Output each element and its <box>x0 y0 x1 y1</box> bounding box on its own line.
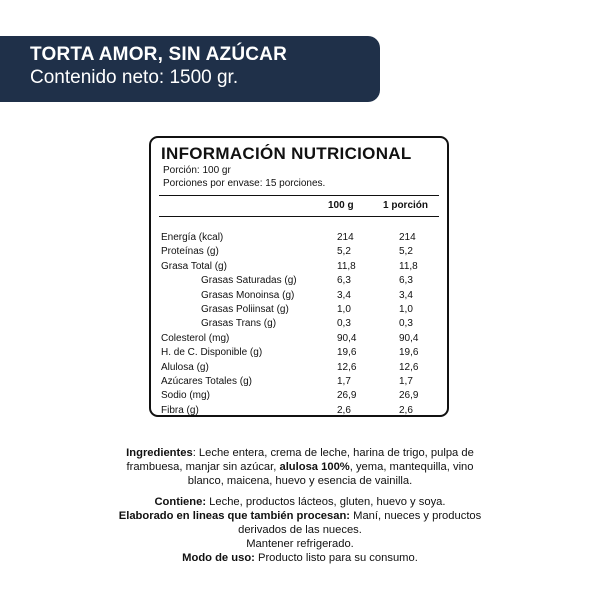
nutrient-value-portion: 0,3 <box>399 318 413 330</box>
product-title: TORTA AMOR, SIN AZÚCAR <box>30 44 288 65</box>
ingredients-text: : Leche entera, crema de leche, harina de trigo, pulpa de frambuesa, manjar sin azúcar, <box>126 447 474 474</box>
nutrient-value-100g: 5,2 <box>337 246 351 258</box>
nutrient-value-100g: 3,4 <box>337 289 351 301</box>
nutrient-value-100g: 26,9 <box>337 390 357 402</box>
usage-label: Modo de uso: <box>182 552 255 565</box>
nutrient-name: Energía (kcal) <box>161 232 224 243</box>
nutrient-row <box>151 303 447 317</box>
column-headers <box>151 196 447 216</box>
nutrient-name: Azúcares Totales (g) <box>161 375 252 387</box>
usage-text: Producto listo para su consumo. <box>254 552 418 565</box>
nutrient-value-portion: 2,6 <box>399 404 413 416</box>
portion-size: Porción: 100 gr <box>163 165 231 176</box>
nutrient-value-100g: 90,4 <box>337 332 357 344</box>
nutrient-row <box>151 375 447 389</box>
nutrition-title: INFORMACIÓN NUTRICIONAL <box>161 144 412 163</box>
ingredients-highlight: alulosa 100% <box>279 461 350 474</box>
portions-per-pack: Porciones por envase: 15 porciones. <box>163 178 326 189</box>
ingredients-text-end: , yema, mantequilla, vino blanco, maicena, huevo y esencia de vainilla. <box>187 461 474 488</box>
nutrient-name: Grasas Trans (g) <box>201 318 277 330</box>
nutrient-row <box>151 274 447 288</box>
processed-line <box>110 509 490 537</box>
nutrient-value-portion: 26,9 <box>399 390 419 402</box>
nutrient-value-100g: 1,0 <box>337 303 351 315</box>
nutrient-value-100g: 6,3 <box>337 275 351 287</box>
nutrient-value-portion: 90,4 <box>399 332 419 344</box>
ingredients-label: Ingredientes <box>126 447 193 459</box>
nutrient-value-portion: 6,3 <box>399 275 413 287</box>
nutrition-facts-panel <box>149 136 449 417</box>
nutrient-value-portion: 3,4 <box>399 289 413 301</box>
nutrient-value-100g: 0,3 <box>337 318 351 330</box>
nutrient-name: Alulosa (g) <box>161 361 209 373</box>
nutrient-name: Sodio (mg) <box>161 390 210 402</box>
nutrient-value-100g: 1,7 <box>337 375 351 387</box>
nutrient-name: Proteínas (g) <box>161 246 219 258</box>
nutrient-value-portion: 214 <box>399 232 416 243</box>
product-info <box>110 446 490 566</box>
nutrient-row <box>151 245 447 259</box>
nutrient-value-100g: 214 <box>337 232 354 243</box>
nutrient-row <box>151 317 447 331</box>
nutrient-name: Colesterol (mg) <box>161 332 230 344</box>
nutrient-row <box>151 332 447 346</box>
contains-line <box>110 495 490 509</box>
nutrient-row <box>151 346 447 360</box>
nutrient-name: Grasas Monoinsa (g) <box>201 289 295 301</box>
nutrient-list <box>151 231 447 418</box>
usage-line <box>110 551 490 565</box>
nutrient-value-100g: 2,6 <box>337 404 351 416</box>
nutrient-value-100g: 11,8 <box>337 260 356 272</box>
nutrient-name: Fibra (g) <box>161 404 199 416</box>
nutrient-name: Grasas Poliinsat (g) <box>201 303 289 315</box>
nutrient-name: H. de C. Disponible (g) <box>161 347 263 359</box>
nutrient-value-100g: 12,6 <box>337 361 357 373</box>
processed-text: Maní, nueces y productos derivados de las nueces. <box>238 509 482 537</box>
nutrient-row <box>151 260 447 274</box>
nutrient-value-portion: 1,7 <box>399 375 413 387</box>
divider <box>159 216 439 217</box>
nutrient-row <box>151 361 447 375</box>
ingredients-paragraph <box>110 446 490 489</box>
column-header-portion: 1 porción <box>383 200 429 211</box>
nutrient-row <box>151 231 447 245</box>
nutrient-row <box>151 289 447 303</box>
contains-label: Contiene: <box>154 495 207 508</box>
nutrient-row <box>151 389 447 403</box>
processed-label: Elaborado en lineas que también procesan: <box>118 509 351 522</box>
nutrient-value-portion: 12,6 <box>399 361 419 373</box>
product-banner <box>0 36 380 102</box>
contains-text: Leche, productos lácteos, gluten, huevo y soya. <box>206 495 446 508</box>
nutrient-value-portion: 19,6 <box>399 347 419 359</box>
nutrient-value-portion: 1,0 <box>399 303 413 315</box>
nutrient-value-portion: 11,8 <box>399 260 418 272</box>
nutrient-row <box>151 404 447 418</box>
column-header-100g: 100 g <box>328 200 354 211</box>
nutrient-value-portion: 5,2 <box>399 246 413 258</box>
nutrient-name: Grasa Total (g) <box>161 260 227 272</box>
storage-line: Mantener refrigerado. <box>246 538 354 551</box>
net-content: Contenido neto: 1500 gr. <box>30 67 239 88</box>
nutrient-name: Grasas Saturadas (g) <box>201 275 297 287</box>
nutrient-value-100g: 19,6 <box>337 347 357 359</box>
